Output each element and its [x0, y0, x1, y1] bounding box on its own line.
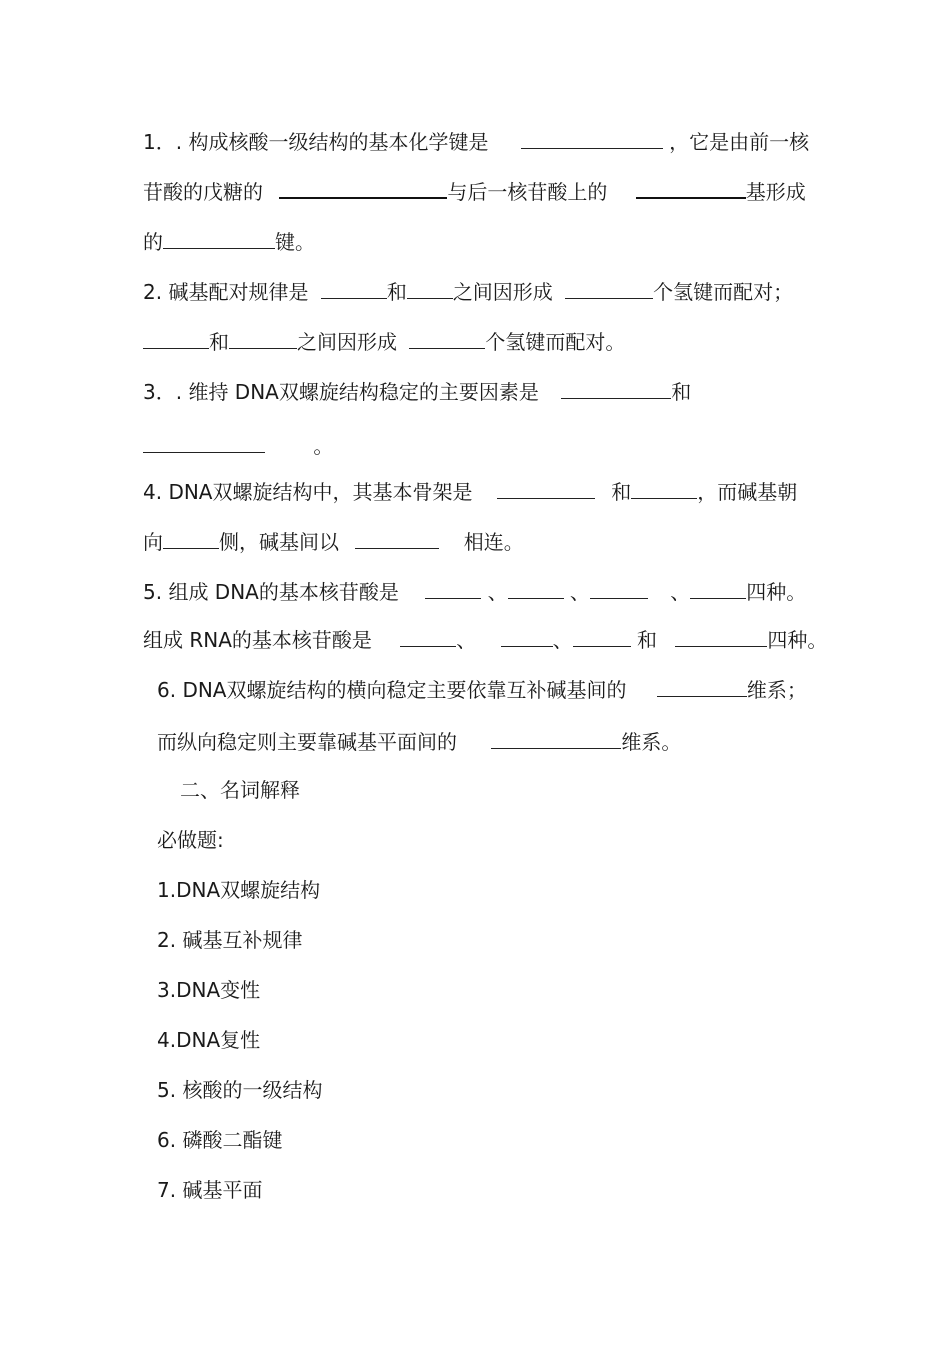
q5-text: 四种。 [767, 628, 828, 652]
q4-blank2 [631, 480, 697, 499]
q5-blank2 [508, 580, 564, 599]
q6-text: 6. DNA双螺旋结构的横向稳定主要依靠互补碱基间的 [157, 678, 627, 702]
q1-line1 [143, 128, 809, 156]
q4-blank4 [355, 530, 439, 549]
q2-line1 [143, 278, 793, 306]
q1-text: ，它是由前一核 [669, 130, 810, 154]
q3-text: 。 [313, 434, 334, 458]
q5-blank4 [690, 580, 746, 599]
q2-line2 [143, 328, 625, 356]
q2-blank3 [565, 280, 653, 299]
q2-text: 之间因形成 [452, 280, 553, 304]
q3-text: 和 [671, 380, 692, 404]
required-label: 必做题: [157, 828, 224, 852]
q4-line1 [143, 478, 797, 506]
q2-blank4 [143, 330, 209, 349]
q2-text: 2. 碱基配对规律是 [143, 280, 309, 304]
q5-text: 四种。 [746, 580, 807, 604]
q3-blank2 [143, 434, 265, 453]
q1-blank4 [163, 230, 275, 249]
q5-blank1 [425, 580, 481, 599]
q3-text: 3．. 维持 DNA双螺旋结构稳定的主要因素是 [143, 380, 539, 404]
q1-text: 基形成 [745, 180, 806, 204]
q5-blank7 [573, 628, 631, 647]
q2-blank5 [229, 330, 297, 349]
q3-blank1 [561, 380, 671, 399]
q2-text: 个氢键而配对； [653, 280, 794, 304]
q4-line2 [143, 528, 524, 556]
q2-text: 和 [386, 280, 407, 304]
q5-line1 [143, 578, 806, 606]
q3-line2 [143, 432, 333, 460]
q1-blank2 [279, 179, 447, 199]
q5-text: 组成 RNA的基本核苷酸是 [143, 628, 372, 652]
q6-text: 而纵向稳定则主要靠碱基平面间的 [157, 730, 457, 754]
q5-line2 [143, 626, 827, 654]
q4-text: 侧，碱基间以 [219, 530, 339, 554]
q2-blank6 [409, 330, 485, 349]
q5-text: 5. 组成 DNA的基本核苷酸是 [143, 580, 399, 604]
term-item: 3.DNA变性 [157, 978, 261, 1002]
q5-sep: 、 [456, 628, 477, 652]
term-item: 1.DNA双螺旋结构 [157, 878, 321, 902]
q5-blank3 [590, 580, 648, 599]
q5-blank8 [675, 628, 767, 647]
q5-sep: 、 [487, 580, 508, 604]
q1-text: 的 [143, 230, 163, 254]
q3-line1 [143, 378, 691, 406]
q2-text: 之间因形成 [297, 330, 397, 354]
q5-sep: 、 [552, 628, 573, 652]
q2-text: 个氢键而配对。 [485, 330, 626, 354]
q4-text: ，而碱基朝 [697, 480, 798, 504]
q6-blank2 [491, 730, 621, 749]
q1-text: 键。 [275, 230, 315, 254]
q5-blank6 [501, 628, 553, 647]
q1-blank1 [521, 130, 663, 149]
q1-line3 [143, 228, 315, 256]
q6-line2 [157, 728, 681, 756]
term-item: 5. 核酸的一级结构 [157, 1078, 323, 1102]
q2-blank2 [407, 280, 453, 299]
q5-blank5 [400, 628, 456, 647]
term-item: 4.DNA复性 [157, 1028, 261, 1052]
q5-text: 和 [636, 628, 657, 652]
q1-text: 苷酸的戊糖的 [143, 180, 263, 204]
q2-text: 和 [209, 330, 229, 354]
term-item: 7. 碱基平面 [157, 1178, 263, 1202]
section2-heading: 二、名词解释 [180, 778, 300, 802]
q1-line2 [143, 178, 806, 206]
q5-sep: 、 [670, 580, 691, 604]
term-item: 6. 磷酸二酯键 [157, 1128, 283, 1152]
q4-blank1 [497, 480, 595, 499]
q1-text: 1．. 构成核酸一级结构的基本化学键是 [143, 130, 489, 154]
q1-blank3 [636, 179, 746, 199]
q6-line1 [157, 676, 807, 704]
q6-text: 维系。 [621, 730, 682, 754]
q6-text: 维系； [746, 678, 807, 702]
q6-blank1 [657, 678, 747, 697]
term-item: 2. 碱基互补规律 [157, 928, 303, 952]
q4-text: 和 [611, 480, 632, 504]
q1-text: 与后一核苷酸上的 [447, 180, 608, 204]
q4-text: 向 [143, 530, 163, 554]
q4-blank3 [163, 530, 219, 549]
q4-text: 4. DNA双螺旋结构中，其基本骨架是 [143, 480, 473, 504]
q2-blank1 [321, 280, 387, 299]
q5-sep: 、 [569, 580, 590, 604]
q4-text: 相连。 [463, 530, 524, 554]
